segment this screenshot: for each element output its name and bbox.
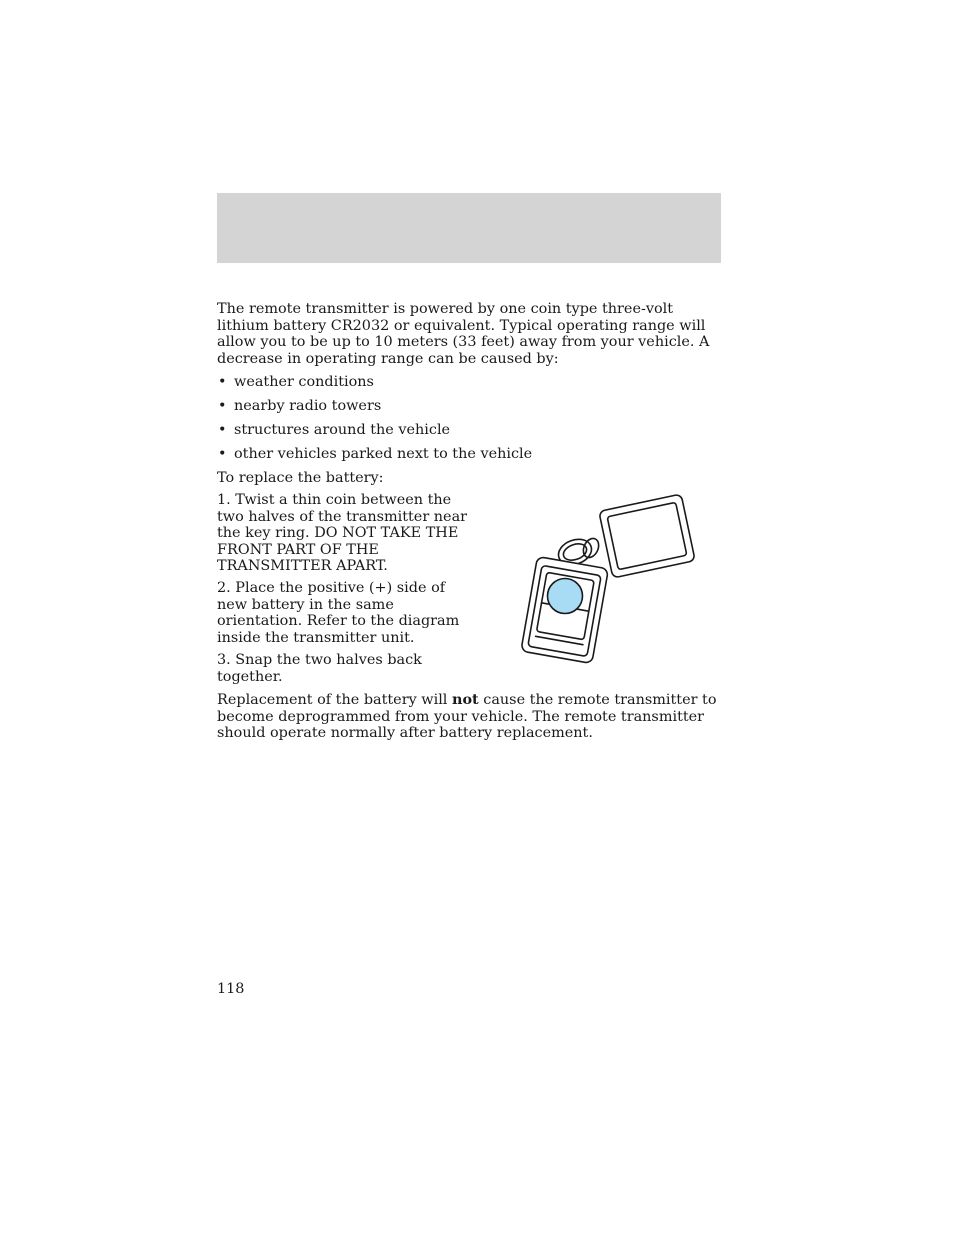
replace-battery-heading: To replace the battery: <box>217 470 384 486</box>
list-item: • nearby radio towers <box>217 398 532 422</box>
emphasis-not: not <box>451 691 479 708</box>
list-item: • structures around the vehicle <box>217 422 532 446</box>
transmitter-illustration <box>515 490 695 665</box>
transmitter-battery-icon <box>515 490 695 665</box>
battery-coin <box>548 579 583 614</box>
range-causes-list <box>217 374 532 470</box>
step-2: 2. Place the positive (+) side of new battery in the same orientation. Refer to the diagram inside the transmitter unit. <box>217 580 460 646</box>
list-item: • other vehicles parked next to the vehicle <box>217 446 532 470</box>
step-1: 1. Twist a thin coin between the two halves of the transmitter near the key ring. DO NOT TAKE THE FRONT PART OF THE TRANSMITTER APART. <box>217 492 468 574</box>
list-item: • weather conditions <box>217 374 532 398</box>
page-number: 118 <box>217 981 245 997</box>
step-3: 3. Snap the two halves back together. <box>217 652 422 685</box>
section-header-band <box>217 193 721 263</box>
intro-paragraph: The remote transmitter is powered by one coin type three-volt lithium battery CR2032 or equivalent. Typical operating range will allow you to be up to 10 meters (33 feet) away from your vehicle. A decrease in operating range can be caused by: <box>217 301 710 367</box>
closing-paragraph: Replacement of the battery will not cause the remote transmitter to become deprogrammed from your vehicle. The remote transmitter should operate normally after battery replacement. <box>217 691 717 741</box>
